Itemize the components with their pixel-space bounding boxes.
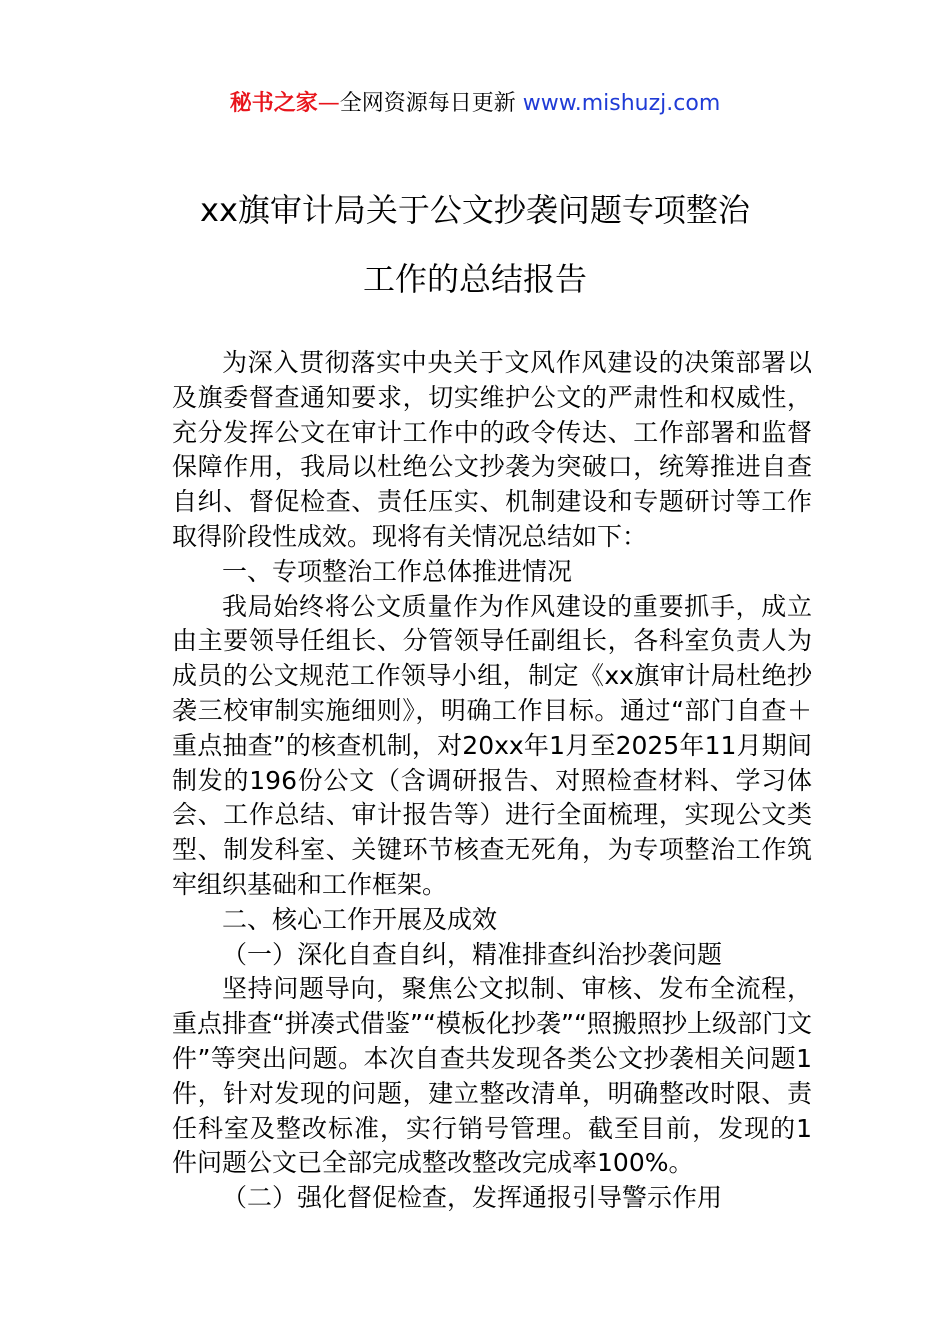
section-heading-2: 二、核心工作开展及成效 [222,904,498,934]
header-separator: — [317,91,340,116]
section-heading-1: 一、专项整治工作总体推进情况 [222,556,573,586]
intro-paragraph: 为深入贯彻落实中央关于文风作风建设的决策部署以及旗委督查通知要求，切实维护公文的严肃性和权威性，充分发挥公文在审计工作中的政令传达、工作部署和监督保障作用，我局以杜绝公文抄袭为突破口，统筹推进自查自纠、督促检查、责任压实、机制建设和专题研讨等工作取得阶段性成效。现将有关情况总结如下： [172,348,812,551]
subsection-1-paragraph: 坚持问题导向，聚焦公文拟制、审核、发布全流程，重点排查“拼凑式借鉴”“模板化抄袭”“照搬照抄上级部门文件”等突出问题。本次自查共发现各类公文抄袭相关问题1件，针对发现的问题，建立整改清单，明确整改时限、责任科室及整改标准，实行销号管理。截至目前，发现的1件问题公文已全部完成整改整改完成率100%。 [172,974,812,1178]
section-1-paragraph: 我局始终将公文质量作为作风建设的重要抓手，成立由主要领导任组长、分管领导任副组长，各科室负责人为成员的公文规范工作领导小组，制定《xx旗审计局杜绝抄袭三校审制实施细则》，明确工作目标。通过“部门自查＋重点抽查”的核查机制，对20xx年1月至2025年11月期间制发的196份公文（含调研报告、对照检查材料、学习体会、工作总结、审计报告等）进行全面梳理，实现公文类型、制发科室、关键环节核查无死角，为专项整治工作筑牢组织基础和工作框架。 [172,591,812,899]
subsection-heading-1: （一）深化自查自纠，精准排查纠治抄袭问题 [222,939,723,969]
subsection-heading-2: （二）强化督促检查，发挥通报引导警示作用 [222,1183,723,1213]
header-url-link[interactable]: www.mishuzj.com [522,91,721,116]
header-slogan: 全网资源每日更新 [339,91,523,116]
document-title-line-2: 工作的总结报告 [362,260,587,298]
document-title-line-1: xx旗审计局关于公文抄袭问题专项整治 [200,191,750,229]
site-header [0,88,950,120]
document-body [172,346,812,1216]
header-brand: 秘书之家 [229,91,318,116]
